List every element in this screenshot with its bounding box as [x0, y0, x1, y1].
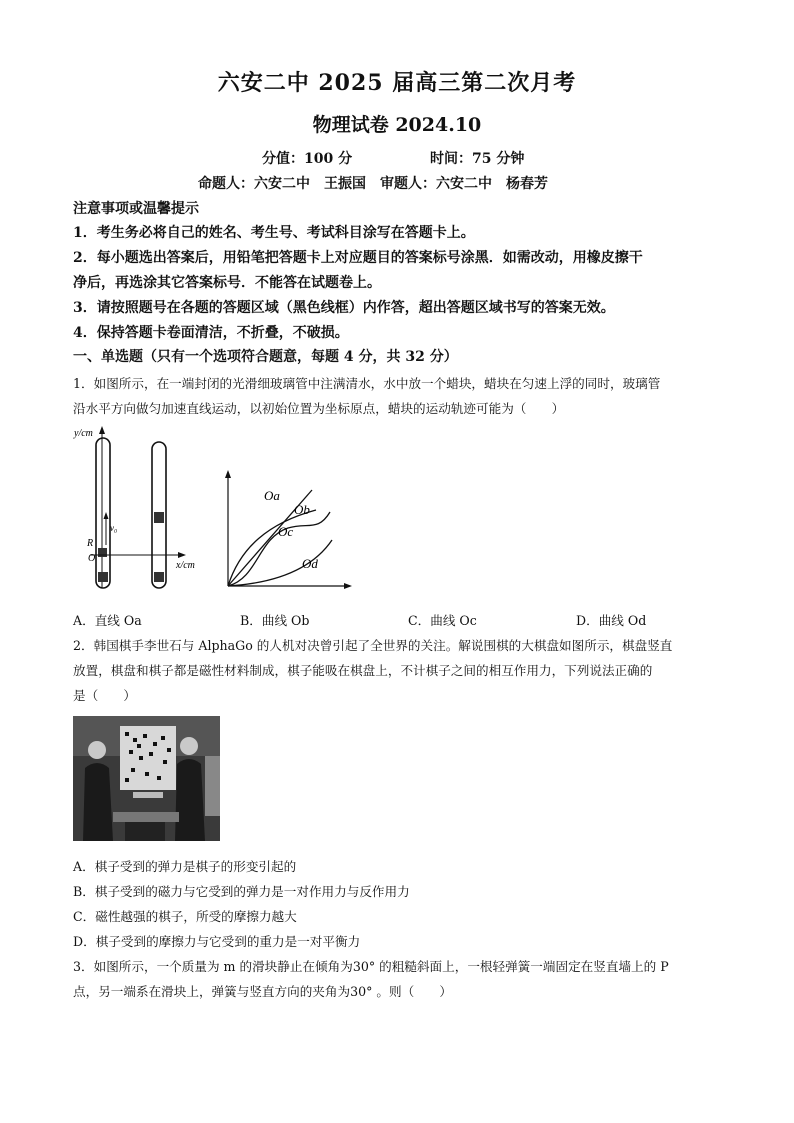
y-axis-label: y/cm [74, 428, 93, 439]
q3-line: 点，另一端系在滑块上，弹簧与竖直方向的夹角为30° 。则（ ） [73, 984, 452, 999]
section-heading: 一、单选题（只有一个选项符合题意，每题 4 分，共 32 分） [73, 349, 458, 365]
curve-ob [228, 510, 316, 586]
label-oc: Oc [278, 524, 294, 539]
go-board-photo [73, 716, 220, 841]
label-od: Od [302, 556, 318, 571]
q2-line: 是（ ） [73, 688, 136, 703]
q2-option-d: D．棋子受到的摩擦力与它受到的重力是一对平衡力 [73, 934, 361, 949]
label-oa: Oa [264, 488, 280, 503]
q2-line: 放置，棋盘和棋子都是磁性材料制成，棋子能吸在棋盘上，不计棋子之间的相互作用力，下列说法正确的 [73, 663, 653, 678]
q2-option-a: A．棋子受到的弹力是棋子的形变引起的 [73, 859, 297, 874]
q3-line: 3．如图所示，一个质量为 m 的滑块静止在倾角为30° 的粗糙斜面上，一根轻弹簧一端固定在竖直墙上的 P [73, 959, 669, 974]
exam-title: 六安二中 2025 届高三第二次月考 [217, 70, 577, 96]
q1-option-c: C．曲线 Oc [408, 613, 477, 628]
time-info: 时间：75 分钟 [430, 151, 525, 167]
q1-option-d: D．曲线 Od [576, 613, 647, 628]
r-label: R [87, 538, 94, 549]
q1-tube-figure [72, 420, 212, 595]
authors-info: 命题人：六安二中 王振国 审题人：六安二中 杨春芳 [198, 176, 548, 192]
q1-option-b: B．曲线 Ob [240, 613, 310, 628]
q1-line: 沿水平方向做匀加速直线运动，以初始位置为坐标原点，蜡块的运动轨迹可能为（ ） [73, 401, 565, 416]
origin-label: O [88, 553, 96, 564]
score-info: 分值：100 分 [262, 151, 353, 167]
velocity-label: v₀ [110, 523, 118, 533]
q1-line: 1．如图所示，在一端封闭的光滑细玻璃管中注满清水，水中放一个蜡块，蜡块在匀速上浮的同时，玻璃管 [73, 376, 661, 391]
notice-item: 净后，再选涂其它答案标号．不能答在试题卷上。 [73, 275, 381, 291]
x-axis-label: x/cm [176, 560, 195, 571]
q2-line: 2．韩国棋手李世石与 AlphaGo 的人机对决曾引起了全世界的关注。解说围棋的大棋盘如图所示，棋盘竖直 [73, 638, 673, 653]
q1-trajectory-figure [218, 468, 358, 590]
notice-item: 4．保持答题卡卷面清洁，不折叠，不破损。 [73, 325, 349, 341]
q2-option-b: B．棋子受到的磁力与它受到的弹力是一对作用力与反作用力 [73, 884, 410, 899]
q1-option-a: A．直线 Oa [73, 613, 142, 628]
notice-item: 2．每小题选出答案后，用铅笔把答题卡上对应题目的答案标号涂黑．如需改动，用橡皮擦干 [73, 250, 643, 266]
q2-option-c: C．磁性越强的棋子，所受的摩擦力越大 [73, 909, 297, 924]
exam-subtitle: 物理试卷 2024.10 [312, 114, 482, 136]
notice-item: 3．请按照题号在各题的答题区域（黑色线框）内作答，超出答题区域书写的答案无效。 [73, 300, 615, 316]
label-ob: Ob [294, 502, 310, 517]
notice-item: 1．考生务必将自己的姓名、考生号、考试科目涂写在答题卡上。 [73, 225, 475, 241]
notice-heading: 注意事项或温馨提示 [73, 201, 199, 217]
